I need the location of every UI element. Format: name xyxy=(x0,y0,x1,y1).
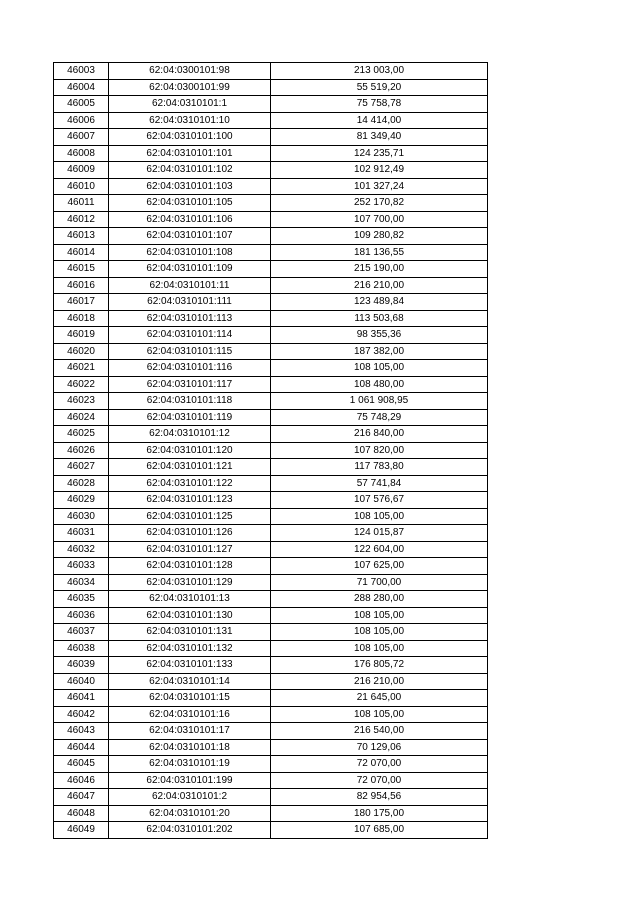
row-number-cell: 46033 xyxy=(54,558,109,575)
cadastral-number-cell: 62:04:0310101:101 xyxy=(109,145,271,162)
value-cell: 72 070,00 xyxy=(271,756,488,773)
row-number-cell: 46021 xyxy=(54,360,109,377)
value-cell: 75 758,78 xyxy=(271,96,488,113)
value-cell: 21 645,00 xyxy=(271,690,488,707)
row-number-cell: 46041 xyxy=(54,690,109,707)
table-row xyxy=(54,63,488,80)
value-cell: 108 105,00 xyxy=(271,624,488,641)
row-number-cell: 46025 xyxy=(54,426,109,443)
cadastral-number-cell: 62:04:0310101:11 xyxy=(109,277,271,294)
cadastral-number-cell: 62:04:0310101:122 xyxy=(109,475,271,492)
cadastral-number-cell: 62:04:0310101:131 xyxy=(109,624,271,641)
table-row xyxy=(54,657,488,674)
value-cell: 82 954,56 xyxy=(271,789,488,806)
value-cell: 107 576,67 xyxy=(271,492,488,509)
cadastral-number-cell: 62:04:0310101:13 xyxy=(109,591,271,608)
row-number-cell: 46045 xyxy=(54,756,109,773)
row-number-cell: 46029 xyxy=(54,492,109,509)
value-cell: 108 105,00 xyxy=(271,360,488,377)
row-number-cell: 46003 xyxy=(54,63,109,80)
value-cell: 101 327,24 xyxy=(271,178,488,195)
table-row xyxy=(54,640,488,657)
row-number-cell: 46017 xyxy=(54,294,109,311)
row-number-cell: 46010 xyxy=(54,178,109,195)
row-number-cell: 46039 xyxy=(54,657,109,674)
row-number-cell: 46040 xyxy=(54,673,109,690)
cadastral-number-cell: 62:04:0310101:1 xyxy=(109,96,271,113)
cadastral-number-cell: 62:04:0310101:127 xyxy=(109,541,271,558)
cadastral-number-cell: 62:04:0310101:10 xyxy=(109,112,271,129)
table-row xyxy=(54,244,488,261)
value-cell: 216 540,00 xyxy=(271,723,488,740)
table-row xyxy=(54,624,488,641)
row-number-cell: 46038 xyxy=(54,640,109,657)
cadastral-number-cell: 62:04:0310101:114 xyxy=(109,327,271,344)
table-row xyxy=(54,228,488,245)
value-cell: 107 700,00 xyxy=(271,211,488,228)
table-row xyxy=(54,442,488,459)
value-cell: 107 820,00 xyxy=(271,442,488,459)
cadastral-number-cell: 62:04:0310101:2 xyxy=(109,789,271,806)
value-cell: 81 349,40 xyxy=(271,129,488,146)
table-row xyxy=(54,145,488,162)
table-row xyxy=(54,178,488,195)
table-row xyxy=(54,376,488,393)
cadastral-number-cell: 62:04:0310101:14 xyxy=(109,673,271,690)
table-row xyxy=(54,211,488,228)
cadastral-number-cell: 62:04:0310101:116 xyxy=(109,360,271,377)
cadastral-number-cell: 62:04:0310101:125 xyxy=(109,508,271,525)
value-cell: 75 748,29 xyxy=(271,409,488,426)
value-cell: 176 805,72 xyxy=(271,657,488,674)
table-row xyxy=(54,360,488,377)
table-row xyxy=(54,409,488,426)
table-row xyxy=(54,294,488,311)
row-number-cell: 46027 xyxy=(54,459,109,476)
table-row xyxy=(54,129,488,146)
cadastral-number-cell: 62:04:0310101:129 xyxy=(109,574,271,591)
cadastral-number-cell: 62:04:0310101:132 xyxy=(109,640,271,657)
cadastral-number-cell: 62:04:0310101:130 xyxy=(109,607,271,624)
table-row xyxy=(54,673,488,690)
row-number-cell: 46037 xyxy=(54,624,109,641)
row-number-cell: 46009 xyxy=(54,162,109,179)
row-number-cell: 46048 xyxy=(54,805,109,822)
value-cell: 108 105,00 xyxy=(271,508,488,525)
table-row xyxy=(54,79,488,96)
value-cell: 108 105,00 xyxy=(271,706,488,723)
value-cell: 288 280,00 xyxy=(271,591,488,608)
cadastral-number-cell: 62:04:0310101:102 xyxy=(109,162,271,179)
table-row xyxy=(54,723,488,740)
value-cell: 252 170,82 xyxy=(271,195,488,212)
cadastral-number-cell: 62:04:0310101:17 xyxy=(109,723,271,740)
value-cell: 124 235,71 xyxy=(271,145,488,162)
table-body xyxy=(54,63,488,839)
row-number-cell: 46023 xyxy=(54,393,109,410)
table-row xyxy=(54,393,488,410)
value-cell: 109 280,82 xyxy=(271,228,488,245)
row-number-cell: 46012 xyxy=(54,211,109,228)
row-number-cell: 46046 xyxy=(54,772,109,789)
row-number-cell: 46036 xyxy=(54,607,109,624)
row-number-cell: 46034 xyxy=(54,574,109,591)
row-number-cell: 46028 xyxy=(54,475,109,492)
cadastral-number-cell: 62:04:0310101:108 xyxy=(109,244,271,261)
cadastral-number-cell: 62:04:0310101:16 xyxy=(109,706,271,723)
table-row xyxy=(54,591,488,608)
cadastral-value-table xyxy=(53,62,488,839)
cadastral-number-cell: 62:04:0310101:133 xyxy=(109,657,271,674)
cadastral-number-cell: 62:04:0310101:121 xyxy=(109,459,271,476)
cadastral-number-cell: 62:04:0310101:103 xyxy=(109,178,271,195)
table-row xyxy=(54,162,488,179)
value-cell: 108 105,00 xyxy=(271,640,488,657)
table-row xyxy=(54,96,488,113)
value-cell: 72 070,00 xyxy=(271,772,488,789)
value-cell: 57 741,84 xyxy=(271,475,488,492)
row-number-cell: 46044 xyxy=(54,739,109,756)
table-row xyxy=(54,789,488,806)
row-number-cell: 46031 xyxy=(54,525,109,542)
row-number-cell: 46006 xyxy=(54,112,109,129)
table-row xyxy=(54,756,488,773)
cadastral-number-cell: 62:04:0310101:18 xyxy=(109,739,271,756)
table-row xyxy=(54,739,488,756)
row-number-cell: 46035 xyxy=(54,591,109,608)
value-cell: 215 190,00 xyxy=(271,261,488,278)
table-row xyxy=(54,459,488,476)
cadastral-number-cell: 62:04:0310101:106 xyxy=(109,211,271,228)
cadastral-number-cell: 62:04:0310101:20 xyxy=(109,805,271,822)
value-cell: 216 210,00 xyxy=(271,277,488,294)
table-row xyxy=(54,310,488,327)
cadastral-number-cell: 62:04:0310101:15 xyxy=(109,690,271,707)
row-number-cell: 46043 xyxy=(54,723,109,740)
table-row xyxy=(54,574,488,591)
value-cell: 107 625,00 xyxy=(271,558,488,575)
row-number-cell: 46005 xyxy=(54,96,109,113)
table-row xyxy=(54,426,488,443)
value-cell: 117 783,80 xyxy=(271,459,488,476)
table-row xyxy=(54,492,488,509)
value-cell: 1 061 908,95 xyxy=(271,393,488,410)
value-cell: 122 604,00 xyxy=(271,541,488,558)
cadastral-number-cell: 62:04:0310101:107 xyxy=(109,228,271,245)
value-cell: 216 840,00 xyxy=(271,426,488,443)
value-cell: 124 015,87 xyxy=(271,525,488,542)
table-row xyxy=(54,607,488,624)
table-row xyxy=(54,327,488,344)
value-cell: 55 519,20 xyxy=(271,79,488,96)
table-row xyxy=(54,112,488,129)
row-number-cell: 46018 xyxy=(54,310,109,327)
value-cell: 187 382,00 xyxy=(271,343,488,360)
cadastral-number-cell: 62:04:0310101:105 xyxy=(109,195,271,212)
cadastral-number-cell: 62:04:0310101:117 xyxy=(109,376,271,393)
cadastral-number-cell: 62:04:0310101:109 xyxy=(109,261,271,278)
row-number-cell: 46004 xyxy=(54,79,109,96)
table-row xyxy=(54,772,488,789)
value-cell: 180 175,00 xyxy=(271,805,488,822)
value-cell: 123 489,84 xyxy=(271,294,488,311)
cadastral-number-cell: 62:04:0300101:99 xyxy=(109,79,271,96)
value-cell: 70 129,06 xyxy=(271,739,488,756)
row-number-cell: 46016 xyxy=(54,277,109,294)
cadastral-number-cell: 62:04:0310101:126 xyxy=(109,525,271,542)
row-number-cell: 46015 xyxy=(54,261,109,278)
table-row xyxy=(54,277,488,294)
value-cell: 98 355,36 xyxy=(271,327,488,344)
table-row xyxy=(54,261,488,278)
value-cell: 14 414,00 xyxy=(271,112,488,129)
cadastral-number-cell: 62:04:0310101:202 xyxy=(109,822,271,839)
table-row xyxy=(54,690,488,707)
row-number-cell: 46032 xyxy=(54,541,109,558)
value-cell: 113 503,68 xyxy=(271,310,488,327)
row-number-cell: 46011 xyxy=(54,195,109,212)
value-cell: 108 480,00 xyxy=(271,376,488,393)
row-number-cell: 46042 xyxy=(54,706,109,723)
table-row xyxy=(54,706,488,723)
cadastral-number-cell: 62:04:0310101:123 xyxy=(109,492,271,509)
row-number-cell: 46007 xyxy=(54,129,109,146)
cadastral-number-cell: 62:04:0310101:115 xyxy=(109,343,271,360)
cadastral-number-cell: 62:04:0310101:111 xyxy=(109,294,271,311)
value-cell: 108 105,00 xyxy=(271,607,488,624)
table-row xyxy=(54,558,488,575)
table-row xyxy=(54,195,488,212)
table-row xyxy=(54,475,488,492)
row-number-cell: 46030 xyxy=(54,508,109,525)
row-number-cell: 46022 xyxy=(54,376,109,393)
table-row xyxy=(54,525,488,542)
table-row xyxy=(54,541,488,558)
value-cell: 216 210,00 xyxy=(271,673,488,690)
cadastral-number-cell: 62:04:0300101:98 xyxy=(109,63,271,80)
cadastral-number-cell: 62:04:0310101:120 xyxy=(109,442,271,459)
row-number-cell: 46014 xyxy=(54,244,109,261)
cadastral-number-cell: 62:04:0310101:199 xyxy=(109,772,271,789)
cadastral-number-cell: 62:04:0310101:113 xyxy=(109,310,271,327)
row-number-cell: 46019 xyxy=(54,327,109,344)
value-cell: 107 685,00 xyxy=(271,822,488,839)
cadastral-number-cell: 62:04:0310101:12 xyxy=(109,426,271,443)
cadastral-number-cell: 62:04:0310101:128 xyxy=(109,558,271,575)
value-cell: 71 700,00 xyxy=(271,574,488,591)
cadastral-number-cell: 62:04:0310101:119 xyxy=(109,409,271,426)
row-number-cell: 46008 xyxy=(54,145,109,162)
table-row xyxy=(54,822,488,839)
cadastral-number-cell: 62:04:0310101:19 xyxy=(109,756,271,773)
row-number-cell: 46024 xyxy=(54,409,109,426)
row-number-cell: 46047 xyxy=(54,789,109,806)
value-cell: 213 003,00 xyxy=(271,63,488,80)
row-number-cell: 46020 xyxy=(54,343,109,360)
row-number-cell: 46013 xyxy=(54,228,109,245)
table-row xyxy=(54,508,488,525)
value-cell: 181 136,55 xyxy=(271,244,488,261)
row-number-cell: 46049 xyxy=(54,822,109,839)
table-row xyxy=(54,343,488,360)
row-number-cell: 46026 xyxy=(54,442,109,459)
table-row xyxy=(54,805,488,822)
value-cell: 102 912,49 xyxy=(271,162,488,179)
cadastral-number-cell: 62:04:0310101:118 xyxy=(109,393,271,410)
cadastral-number-cell: 62:04:0310101:100 xyxy=(109,129,271,146)
